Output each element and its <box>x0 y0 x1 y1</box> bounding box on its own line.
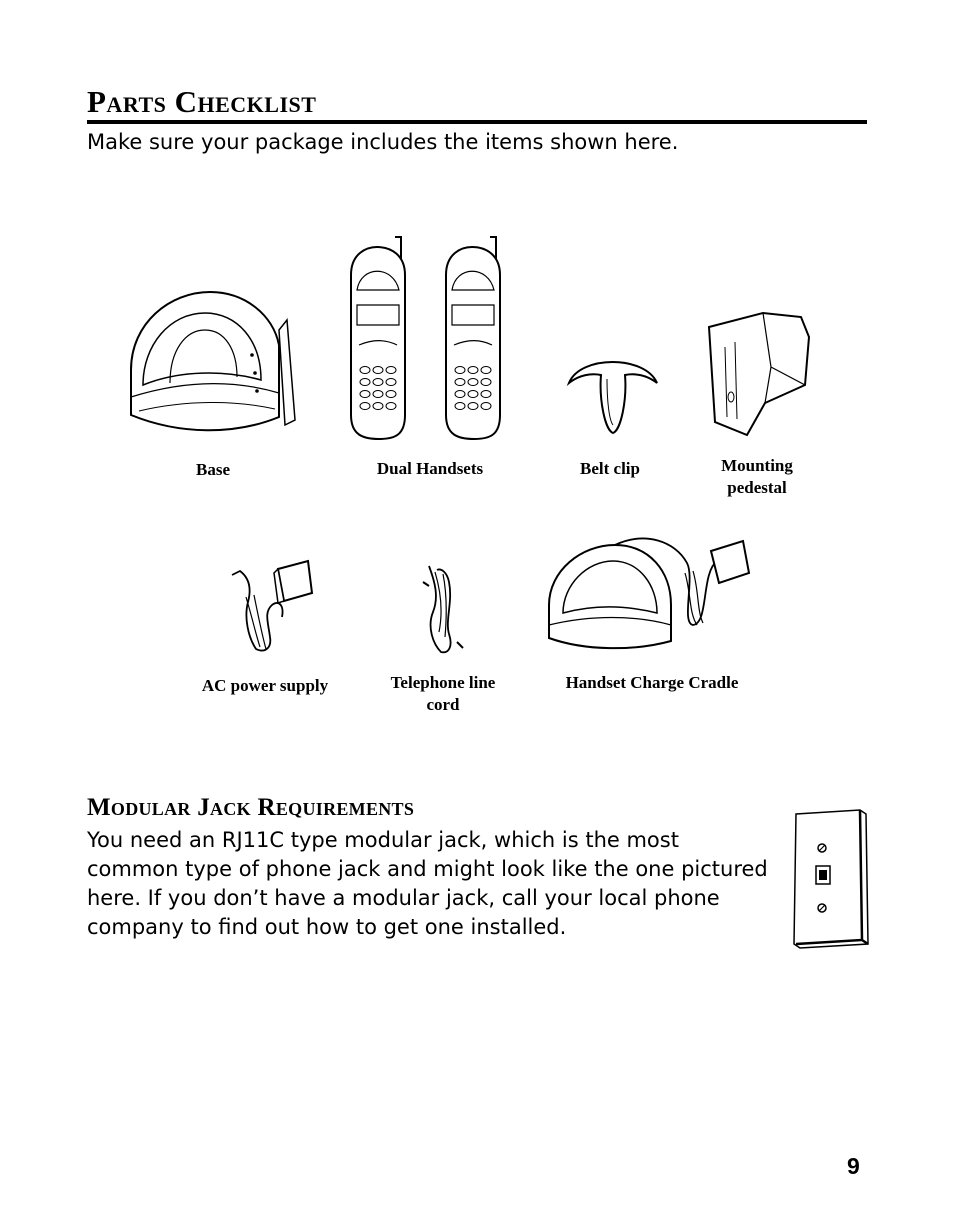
label-telephone-line-cord: Telephone line cord <box>390 673 496 714</box>
parts-intro-text: Make sure your package includes the items shown here. <box>87 130 679 154</box>
page-number: 9 <box>847 1153 860 1179</box>
modular-jack-body: You need an RJ11C type modular jack, which is the most common type of phone jack and might look like the one pictured here. If you don’t have a modular jack, call your local phone company to find out how to get one installed. <box>87 828 768 939</box>
parts-checklist-title: Parts Checklist <box>87 84 317 119</box>
belt-clip-icon <box>565 345 660 440</box>
label-base: Base <box>196 460 230 479</box>
base-unit-icon <box>125 285 305 440</box>
charge-cradle-icon <box>545 533 755 653</box>
wall-jack-icon <box>790 808 870 950</box>
label-belt-clip: Belt clip <box>580 459 640 478</box>
label-handset-charge-cradle: Handset Charge Cradle <box>565 673 739 692</box>
label-dual-handsets: Dual Handsets <box>376 459 484 478</box>
title-rule <box>87 120 867 124</box>
cordless-handset-icon <box>343 235 413 440</box>
modular-jack-title: Modular Jack Requirements <box>87 794 415 821</box>
mounting-pedestal-icon <box>705 307 813 437</box>
line-cord-icon <box>415 562 470 657</box>
label-mounting-pedestal: Mounting pedestal <box>721 456 793 497</box>
ac-adapter-icon <box>228 557 318 657</box>
cordless-handset-icon <box>438 235 508 440</box>
label-ac-power-supply: AC power supply <box>201 676 329 695</box>
